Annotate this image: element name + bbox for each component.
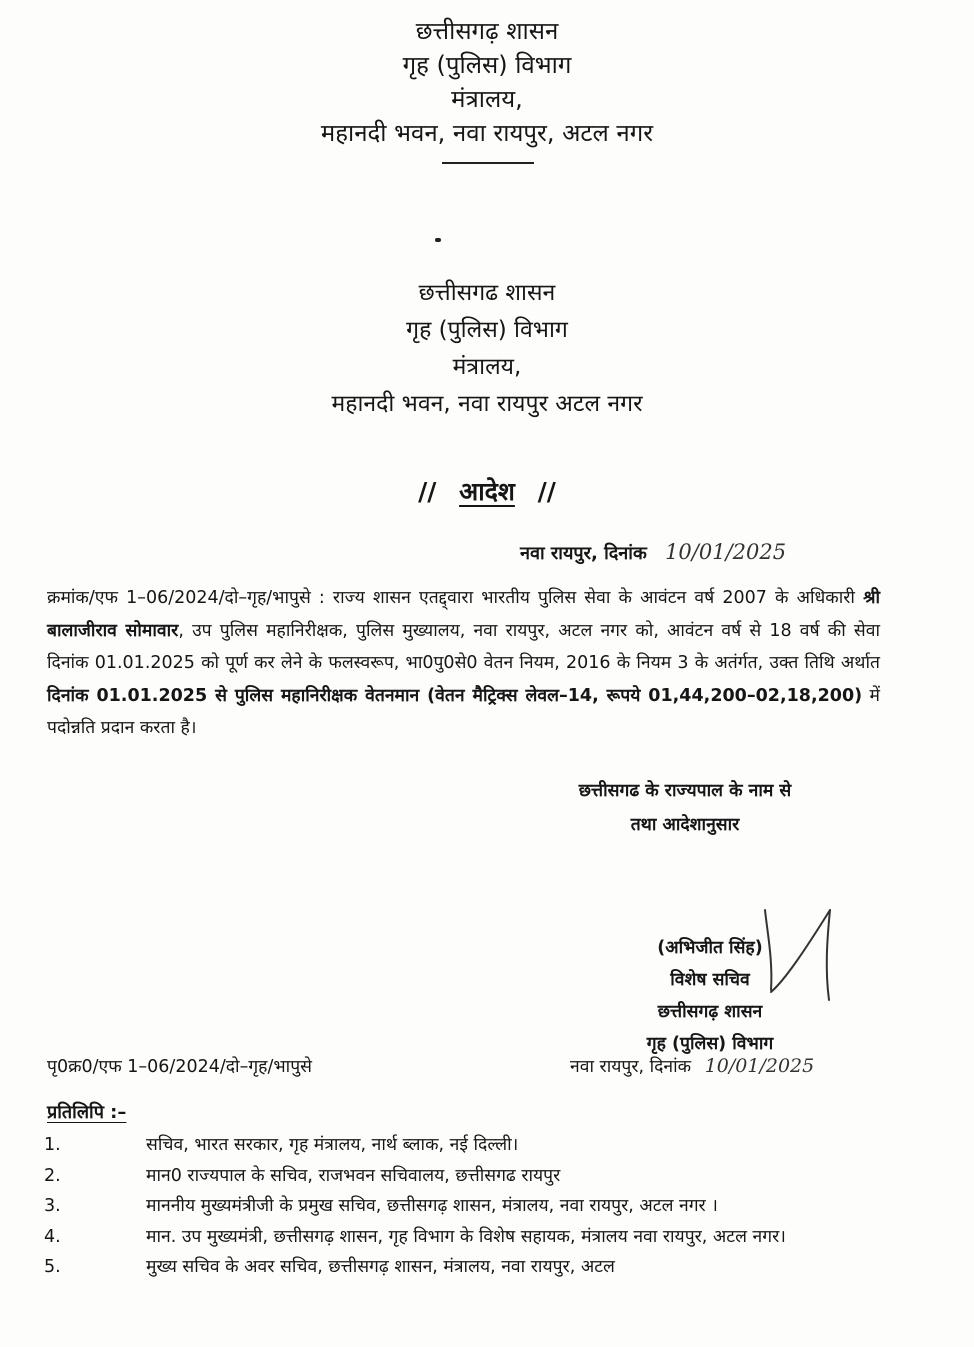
order-handwritten-date: 10/01/2025 [665, 540, 787, 564]
list-item-number: 5. [44, 1257, 61, 1277]
top-header-line4: महानदी भवन, नवा रायपुर, अटल नगर [320, 119, 654, 147]
header-divider [442, 162, 534, 164]
endorsement-handwritten-date: 10/01/2025 [704, 1055, 815, 1077]
order-date-label: नवा रायपुर, दिनांक [520, 543, 647, 564]
order-body-part2: , उप पुलिस महानिरीक्षक, पुलिस मुख्यालय, नवा रायपुर, अटल नगर को, आवंटन वर्ष से 18 वर्ष की सेवा दिनांक 01.01.2025 को पूर्ण कर लेने के फलस्वरूप, भा0पु0से0 वेतन नियम, 2016 के नियम 3 के अतंर्गत, उक्त तिथि अर्थात [47, 620, 881, 674]
list-item-text: मुख्य सचिव के अवर सचिव, छत्तीसगढ़ शासन, मंत्रालय, नवा रायपुर, अटल [146, 1257, 615, 1277]
order-body-part3: में पदोन्नति प्रदान करता है। [47, 685, 880, 739]
list-item-number: 2. [44, 1165, 61, 1186]
top-header-line1: छत्तीसगढ़ शासन [415, 17, 559, 45]
signature-block [600, 932, 820, 1060]
officer-name: श्री बालाजीराव सोमावार [47, 588, 880, 641]
list-item [44, 1161, 874, 1192]
stray-mark [435, 238, 441, 242]
list-item-text: मान0 राज्यपाल के सचिव, राजभवन सचिवालय, छत्तीसगढ रायपुर [146, 1165, 561, 1186]
main-header [0, 275, 974, 423]
endorsement-date-line [570, 1054, 814, 1078]
main-header-line1: छत्तीसगढ शासन [418, 280, 556, 306]
list-item-number: 4. [44, 1226, 61, 1247]
endorsement-date-label: नवा रायपुर, दिनांक [570, 1057, 692, 1077]
list-item [44, 1130, 874, 1161]
governor-line2: तथा आदेशानुसार [630, 815, 740, 835]
list-item [44, 1252, 874, 1283]
pay-scale-phrase: दिनांक 01.01.2025 से पुलिस महानिरीक्षक वेतनमान (वेतन मैट्रिक्स लेवल–14, रूपये 01,44,200–02,18,200) [47, 685, 863, 706]
order-title-word: आदेश [459, 477, 515, 506]
order-title-right: // [537, 477, 556, 506]
copy-to-list [44, 1130, 874, 1283]
main-header-line3: मंत्रालय, [452, 354, 522, 380]
top-header-line2: गृह (पुलिस) विभाग [402, 51, 572, 79]
list-item-text: सचिव, भारत सरकार, गृह मंत्रालय, नार्थ ब्लाक, नई दिल्ली। [146, 1135, 519, 1155]
list-item-text: मान. उप मुख्यमंत्री, छत्तीसगढ़ शासन, गृह विभाग के विशेष सहायक, मंत्रालय नवा रायपुर, अटल नगर। [146, 1226, 786, 1247]
top-header [0, 14, 974, 150]
signatory-government: छत्तीसगढ़ शासन [657, 1002, 763, 1022]
governor-line1: छत्तीसगढ के राज्यपाल के नाम से [578, 781, 792, 801]
signatory-designation: विशेष सचिव [670, 970, 750, 990]
list-item [44, 1191, 874, 1222]
endorsement-reference: पृ0क्र0/एफ 1–06/2024/दो–गृह/भापुसे [47, 1057, 312, 1077]
copy-to-heading: प्रतिलिपि :– [47, 1102, 127, 1123]
main-header-line2: गृह (पुलिस) विभाग [406, 317, 568, 343]
order-body-part1: क्रमांक/एफ 1–06/2024/दो–गृह/भापुसे : राज्य शासन एतद्द्वारा भारतीय पुलिस सेवा के आवंटन वर्ष 2007 के अधिकारी [47, 588, 864, 608]
order-body [47, 582, 880, 745]
list-item-number: 1. [44, 1135, 61, 1155]
signatory-department: गृह (पुलिस) विभाग [646, 1034, 774, 1054]
top-header-line3: मंत्रालय, [451, 85, 523, 113]
order-date-line [520, 540, 786, 565]
list-item [44, 1222, 874, 1253]
signatory-name: (अभिजीत सिंह) [657, 938, 763, 958]
list-item-text: माननीय मुख्यमंत्रीजी के प्रमुख सचिव, छत्तीसगढ़ शासन, मंत्रालय, नवा रायपुर, अटल नगर । [146, 1196, 718, 1216]
order-title-left: // [418, 477, 437, 506]
governor-authority [520, 774, 850, 842]
main-header-line4: महानदी भवन, नवा रायपुर अटल नगर [331, 391, 643, 417]
list-item-number: 3. [44, 1196, 61, 1216]
order-title [0, 474, 974, 508]
